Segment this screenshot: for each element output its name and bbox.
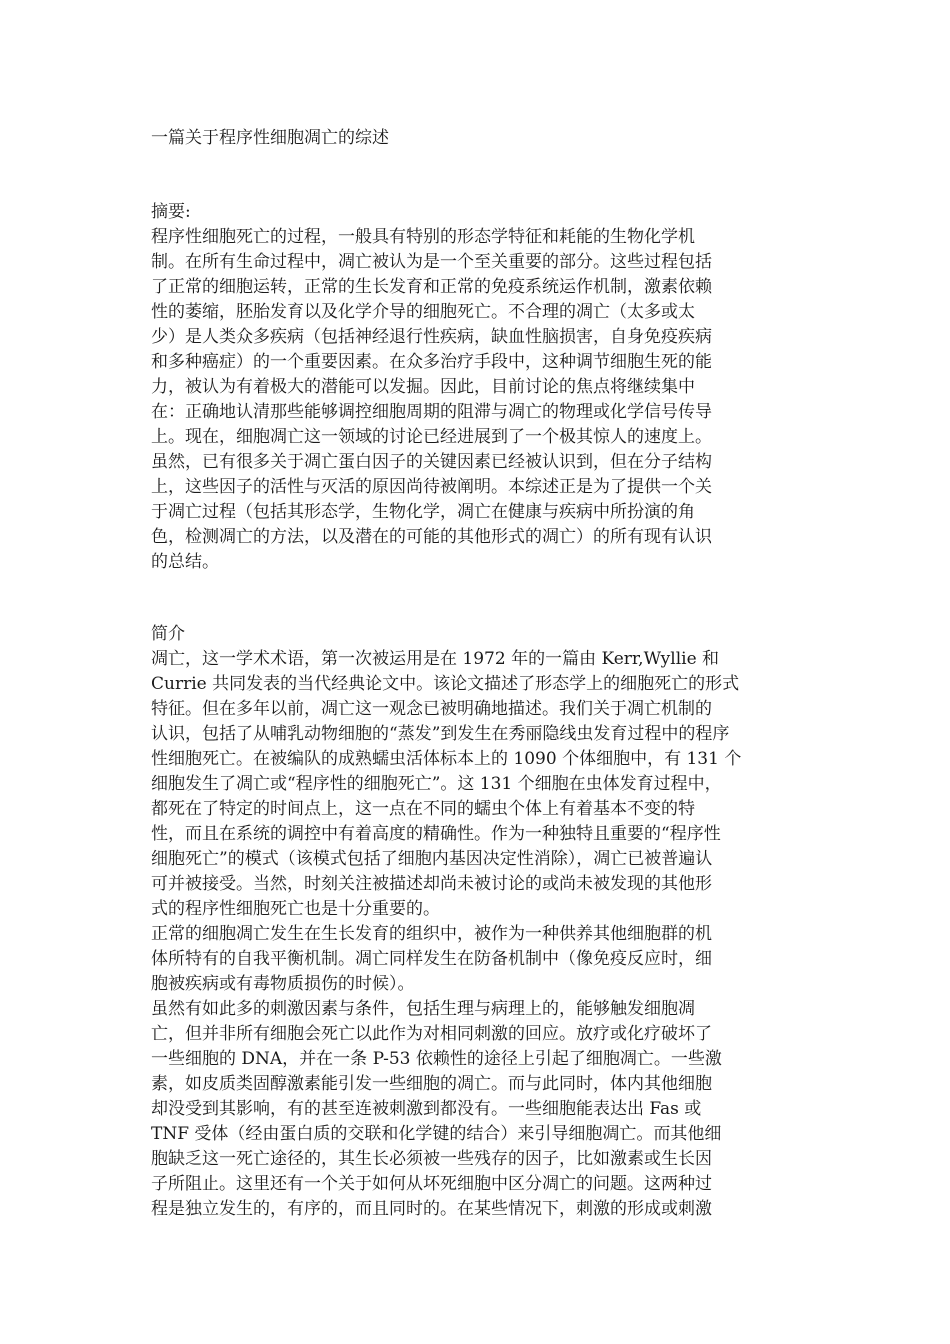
intro-line: 性，而且在系统的调控中有着高度的精确性。作为一种独特且重要的“程序性 [151,824,721,844]
abstract-line: 的总结。 [151,552,219,572]
intro-line: TNF 受体（经由蛋白质的交联和化学键的结合）来引导细胞凋亡。而其他细 [151,1124,722,1144]
abstract-line: 少）是人类众多疾病（包括神经退行性疾病，缺血性脑损害，自身免疫疾病 [151,327,712,347]
intro-line: Currie 共同发表的当代经典论文中。该论文描述了形态学上的细胞死亡的形式 [151,674,740,694]
abstract-paragraph [151,225,811,575]
intro-line: 子所阻止。这里还有一个关于如何从坏死细胞中区分凋亡的问题。这两种过 [151,1174,712,1194]
abstract-line: 上。现在，细胞凋亡这一领域的讨论已经进展到了一个极其惊人的速度上。 [151,427,712,447]
intro-line: 胞被疾病或有毒物质损伤的时候）。 [151,974,415,994]
abstract-line: 力，被认为有着极大的潜能可以发掘。因此，目前讨论的焦点将继续集中 [151,377,695,397]
intro-line: 虽然有如此多的刺激因素与条件，包括生理与病理上的，能够触发细胞凋 [151,999,695,1019]
abstract-line: 程序性细胞死亡的过程，一般具有特别的形态学特征和耗能的生物化学机 [151,227,695,247]
abstract-line: 虽然，已有很多关于凋亡蛋白因子的关键因素已经被认识到，但在分子结构 [151,452,712,472]
intro-line: 式的程序性细胞死亡也是十分重要的。 [151,899,440,919]
intro-line: 细胞发生了凋亡或“程序性的细胞死亡”。这 131 个细胞在虫体发育过程中， [151,774,722,794]
abstract-section [151,200,811,575]
intro-line: 可并被接受。当然，时刻关注被描述却尚未被讨论的或尚未被发现的其他形 [151,874,712,894]
abstract-line: 了正常的细胞运转，正常的生长发育和正常的免疫系统运作机制，激素依赖 [151,277,712,297]
introduction-paragraph [151,922,811,997]
intro-line: 程是独立发生的，有序的，而且同时的。在某些情况下，刺激的形成或刺激 [151,1199,712,1219]
intro-line: 体所特有的自我平衡机制。凋亡同样发生在防备机制中（像免疫反应时，细 [151,949,712,969]
introduction-paragraph [151,997,811,1222]
introduction-heading: 简介 [151,624,185,644]
abstract-line: 在：正确地认清那些能够调控细胞周期的阻滞与凋亡的物理或化学信号传导 [151,402,712,422]
intro-line: 性细胞死亡。在被编队的成熟蠕虫活体标本上的 1090 个体细胞中，有 131 个 [151,749,742,769]
abstract-line: 上，这些因子的活性与灭活的原因尚待被阐明。本综述正是为了提供一个关 [151,477,712,497]
abstract-line: 于凋亡过程（包括其形态学，生物化学，凋亡在健康与疾病中所扮演的角 [151,502,695,522]
intro-line: 亡，但并非所有细胞会死亡以此作为对相同刺激的回应。放疗或化疗破坏了 [151,1024,712,1044]
intro-line: 认识，包括了从哺乳动物细胞的“蒸发”到发生在秀丽隐线虫发育过程中的程序 [151,724,730,744]
intro-line: 细胞死亡”的模式（该模式包括了细胞内基因决定性消除），凋亡已被普遍认 [151,849,713,869]
intro-line: 凋亡，这一学术术语，第一次被运用是在 1972 年的一篇由 Kerr,Wyllie 和 [151,649,720,669]
intro-line: 特征。但在多年以前，凋亡这一观念已被明确地描述。我们关于凋亡机制的 [151,699,712,719]
intro-line: 正常的细胞凋亡发生在生长发育的组织中，被作为一种供养其他细胞群的机 [151,924,712,944]
abstract-line: 和多种癌症）的一个重要因素。在众多治疗手段中，这种调节细胞生死的能 [151,352,712,372]
document-title: 一篇关于程序性细胞凋亡的综述 [151,128,389,148]
intro-line: 一些细胞的 DNA，并在一条 P-53 依赖性的途径上引起了细胞凋亡。一些激 [151,1049,722,1069]
abstract-line: 性的萎缩，胚胎发育以及化学介导的细胞死亡。不合理的凋亡（太多或太 [151,302,695,322]
introduction-section [151,622,811,1222]
introduction-paragraph [151,647,811,922]
abstract-line: 制。在所有生命过程中，凋亡被认为是一个至关重要的部分。这些过程包括 [151,252,712,272]
abstract-line: 色，检测凋亡的方法，以及潜在的可能的其他形式的凋亡）的所有现有认识 [151,527,712,547]
intro-line: 素，如皮质类固醇激素能引发一些细胞的凋亡。而与此同时，体内其他细胞 [151,1074,712,1094]
intro-line: 却没受到其影响，有的甚至连被刺激到都没有。一些细胞能表达出 Fas 或 [151,1099,702,1119]
abstract-heading: 摘要: [151,202,191,222]
intro-line: 都死在了特定的时间点上，这一点在不同的蠕虫个体上有着基本不变的特 [151,799,695,819]
intro-line: 胞缺乏这一死亡途径的，其生长必须被一些残存的因子，比如激素或生长因 [151,1149,712,1169]
